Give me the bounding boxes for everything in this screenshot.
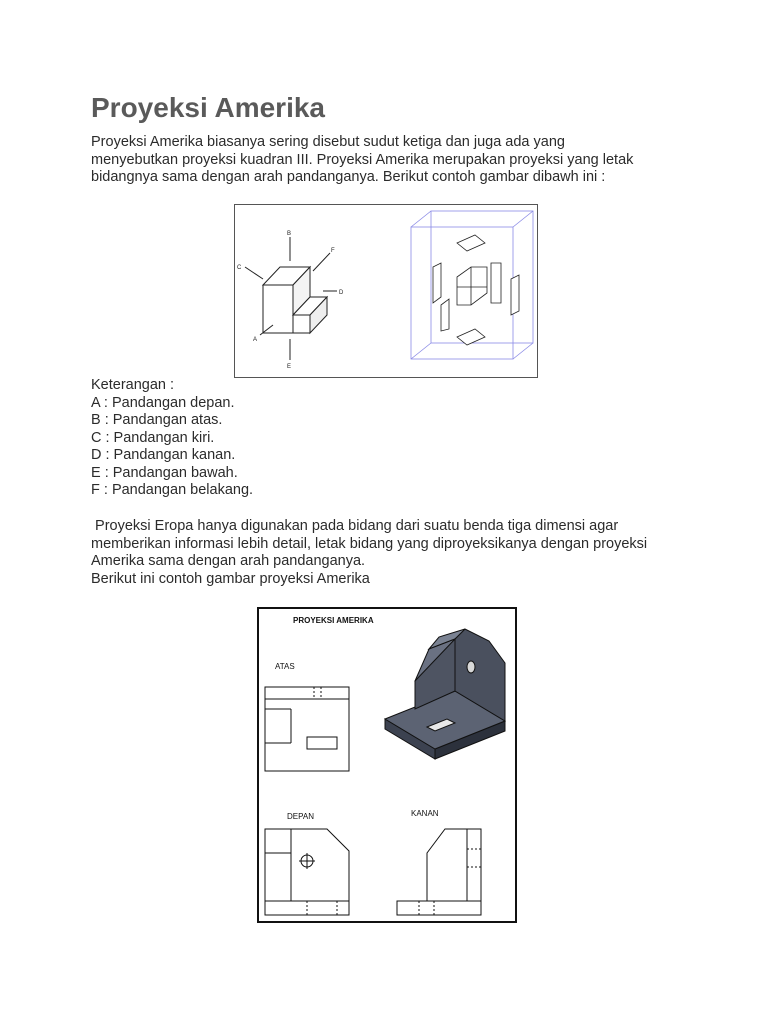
- legend-item: C : Pandangan kiri.: [91, 429, 215, 446]
- label-depan: DEPAN: [287, 812, 314, 821]
- orthographic-drawing: [259, 609, 515, 921]
- label-a: A: [253, 337, 258, 343]
- label-d: D: [339, 290, 344, 296]
- projection-figure-2: [257, 607, 517, 923]
- figure-title: PROYEKSI AMERIKA: [293, 616, 374, 625]
- intro-paragraph: [91, 134, 691, 187]
- legend-item: E : Pandangan bawah.: [91, 464, 238, 481]
- legend-block: [91, 377, 691, 500]
- projection-diagram: [235, 205, 537, 377]
- top-view: [265, 687, 349, 771]
- eropa-line: Proyeksi Eropa hanya digunakan pada bidang dari suatu benda tiga dimensi agar: [91, 518, 619, 534]
- legend-item: A : Pandangan depan.: [91, 394, 235, 411]
- label-kanan: KANAN: [411, 809, 439, 818]
- intro-line: Proyeksi Amerika biasanya sering disebut sudut ketiga dan juga ada yang: [91, 134, 565, 150]
- label-e: E: [287, 364, 292, 370]
- eropa-line: Berikut ini contoh gambar proyeksi Amerika: [91, 570, 370, 587]
- isometric-solid: [385, 629, 505, 759]
- legend-item: F : Pandangan belakang.: [91, 482, 254, 498]
- legend-item: D : Pandangan kanan.: [91, 447, 236, 463]
- label-b: B: [287, 231, 292, 237]
- label-f: F: [331, 248, 335, 254]
- eropa-line: Amerika sama dengan arah pandanganya.: [91, 553, 366, 569]
- right-view: [397, 829, 481, 915]
- eropa-line: memberikan informasi lebih detail, letak bidang yang diproyeksikanya dengan proyeksi: [91, 535, 648, 552]
- label-c: C: [237, 265, 242, 271]
- legend-item: B : Pandangan atas.: [91, 412, 223, 428]
- intro-line: bidangnya sama dengan arah pandanganya. Berikut contoh gambar dibawh ini :: [91, 169, 606, 185]
- eropa-paragraph: [91, 518, 691, 588]
- legend-heading: Keterangan :: [91, 377, 175, 393]
- label-atas: ATAS: [275, 662, 295, 671]
- projection-figure-1: [234, 204, 538, 378]
- intro-line: menyebutkan proyeksi kuadran III. Proyeksi Amerika merupakan proyeksi yang letak: [91, 151, 634, 168]
- front-view: [265, 829, 349, 915]
- page-title: Proyeksi Amerika: [91, 92, 325, 123]
